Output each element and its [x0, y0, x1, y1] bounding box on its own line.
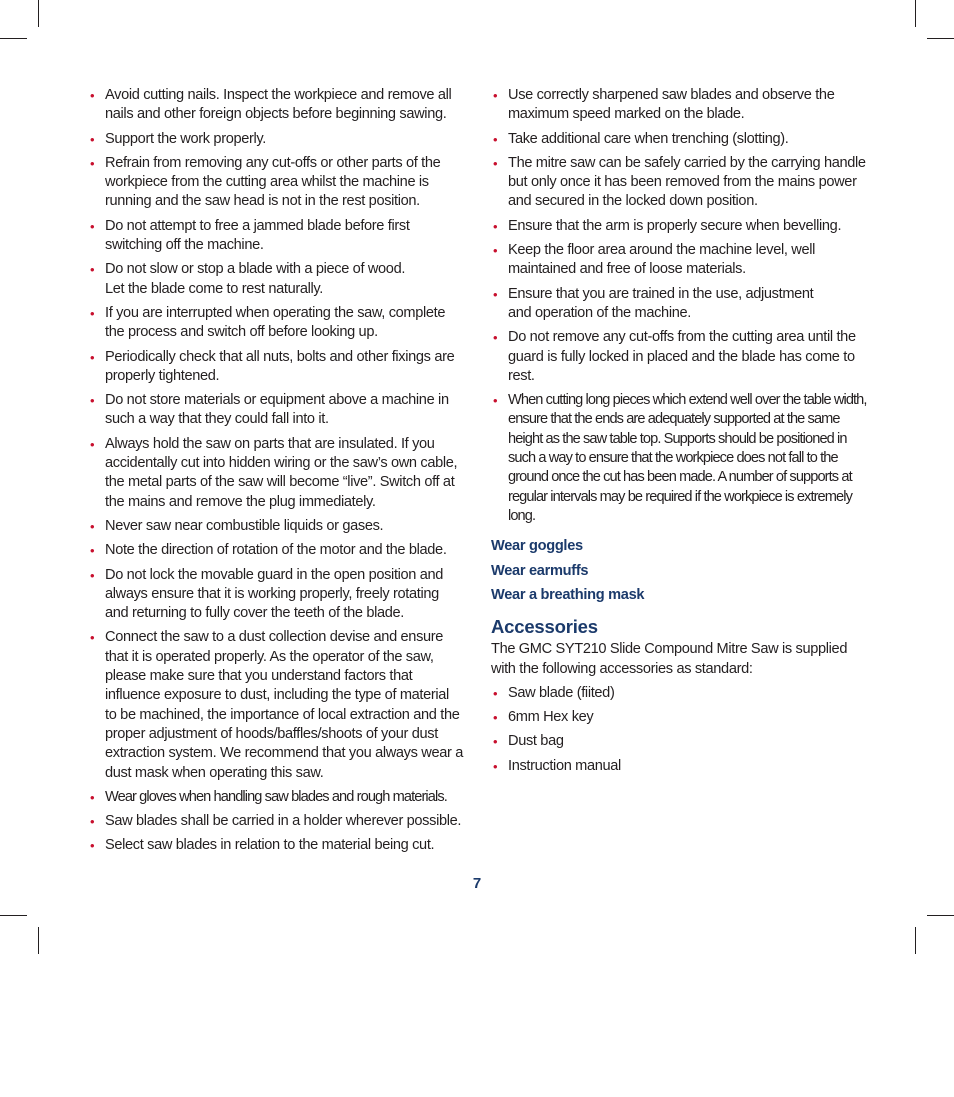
list-item-text: Avoid cutting nails. Inspect the workpiece and remove all nails and other foreign objects before beginning sawing. [105, 87, 452, 123]
bullet-icon: • [90, 155, 95, 171]
bullet-icon: • [90, 88, 95, 103]
list-item-text: Do not lock the movable guard in the open position and always ensure that it is working properly, freely rotating and returning to fully cover the teeth of the blade. [105, 566, 444, 622]
bullet-icon: • [493, 286, 498, 302]
list-item [491, 86, 867, 125]
bullet-icon: • [493, 131, 498, 147]
list-item-text: Note the direction of rotation of the motor and the blade. [105, 542, 447, 559]
list-item [88, 566, 464, 624]
list-item [491, 154, 867, 212]
list-item-text: The mitre saw can be safely carried by the carrying handle but only once it has been removed from the mains power and secured in the locked down position. [508, 154, 866, 210]
protective-equipment-warnings [491, 537, 867, 605]
list-item [491, 285, 867, 324]
bullet-icon: • [90, 630, 95, 646]
bullet-icon: • [493, 734, 498, 750]
crop-mark-bottom-right-vertical [915, 927, 916, 954]
bullet-icon: • [493, 685, 498, 701]
bullet-icon: • [90, 262, 95, 278]
list-item [88, 304, 464, 343]
list-item [88, 836, 464, 855]
bullet-icon: • [90, 814, 95, 830]
crop-mark-top-left-horizontal [0, 38, 27, 39]
list-item [491, 708, 867, 727]
list-item [491, 241, 867, 280]
safety-list-right [491, 86, 867, 526]
crop-mark-bottom-left-vertical [38, 927, 39, 954]
list-item [88, 86, 464, 125]
right-column [491, 86, 867, 781]
bullet-icon: • [493, 155, 498, 171]
list-item-text: Dust bag [508, 733, 564, 750]
crop-mark-bottom-right-horizontal [927, 915, 954, 916]
list-item-text: Never saw near combustible liquids or gases. [105, 517, 384, 534]
bullet-icon: • [90, 543, 95, 559]
list-item-text: Keep the floor area around the machine level, well maintained and free of loose materials. [508, 242, 816, 278]
warning-goggles: Wear goggles [491, 538, 583, 555]
list-item [88, 391, 464, 430]
list-item-text: Take additional care when trenching (slotting). [508, 130, 789, 147]
list-item-text: When cutting long pieces which extend well over the table width, ensure that the ends are adequately supported at the same height as the saw table top. Supports should be positioned in such a way to ensure that the workpiece does not fall to the ground once the cut has been made. A number of supports at regular intervals may be required if the workpiece is extremely long. [508, 392, 867, 524]
accessories-list [491, 684, 867, 776]
bullet-icon: • [90, 436, 95, 452]
bullet-icon: • [90, 518, 95, 534]
list-item-text: Select saw blades in relation to the material being cut. [105, 837, 435, 854]
list-item [88, 788, 464, 807]
list-item [491, 130, 867, 149]
list-item-text: Do not slow or stop a blade with a piece of wood. Let the blade come to rest naturally. [105, 261, 406, 297]
list-item [491, 217, 867, 236]
list-item-text: Connect the saw to a dust collection devise and ensure that it is operated properly. As the operator of the saw, please make sure that you understand factors that influence exposure to dust, including the type of material to be machined, the importance of local extraction and the proper adjustment of hoods/baffles/shoots of your dust extraction system. We recommend that you always wear a dust mask when operating this saw. [105, 629, 463, 781]
list-item [88, 435, 464, 512]
list-item-text: 6mm Hex key [508, 709, 594, 726]
bullet-icon: • [493, 88, 498, 103]
bullet-icon: • [90, 393, 95, 409]
bullet-icon: • [90, 218, 95, 234]
list-item [88, 217, 464, 256]
list-item-text: Use correctly sharpened saw blades and observe the maximum speed marked on the blade. [508, 87, 835, 123]
list-item-text: If you are interrupted when operating the saw, complete the process and switch off before looking up. [105, 304, 446, 341]
list-item [88, 541, 464, 560]
list-item [491, 732, 867, 751]
accessories-intro: The GMC SYT210 Slide Compound Mitre Saw is supplied with the following accessories as standard: [491, 641, 848, 677]
crop-mark-top-left-vertical [38, 0, 39, 27]
accessories-heading: Accessories [491, 616, 598, 638]
bullet-icon: • [90, 349, 95, 365]
list-item [491, 757, 867, 776]
warning-breathing-mask: Wear a breathing mask [491, 587, 645, 604]
list-item-text: Ensure that the arm is properly secure when bevelling. [508, 217, 842, 234]
list-item-text: Saw blade (fiited) [508, 684, 615, 701]
list-item-text: Wear gloves when handling saw blades and rough materials. [105, 788, 447, 805]
warning-earmuffs: Wear earmuffs [491, 562, 589, 579]
bullet-icon: • [90, 567, 95, 583]
list-item-text: Saw blades shall be carried in a holder wherever possible. [105, 813, 462, 830]
list-item [88, 812, 464, 831]
list-item [88, 348, 464, 387]
list-item-text: Always hold the saw on parts that are insulated. If you accidentally cut into hidden wiring or the saw’s own cable, the metal parts of the saw will become “live”. Switch off at the mains and remove the plug immediately. [105, 435, 458, 510]
bullet-icon: • [90, 305, 95, 321]
list-item [88, 517, 464, 536]
bullet-icon: • [493, 243, 498, 259]
bullet-icon: • [493, 218, 498, 234]
bullet-icon: • [493, 330, 498, 346]
list-item-text: Periodically check that all nuts, bolts and other fixings are properly tightened. [105, 348, 455, 384]
safety-list-left [88, 86, 464, 856]
list-item-text: Do not store materials or equipment above a machine in such a way that they could fall into it. [105, 392, 449, 428]
list-item-text: Do not attempt to free a jammed blade before first switching off the machine. [105, 217, 410, 254]
crop-mark-bottom-left-horizontal [0, 915, 27, 916]
list-item [88, 628, 464, 782]
bullet-icon: • [493, 710, 498, 726]
list-item [88, 260, 464, 299]
bullet-icon: • [90, 789, 94, 805]
page-number: 7 [472, 875, 482, 892]
list-item-text: Do not remove any cut-offs from the cutting area until the guard is fully locked in placed and the blade has come to rest. [508, 329, 856, 384]
list-item [88, 130, 464, 149]
left-column [88, 86, 464, 861]
list-item-text: Instruction manual [508, 757, 621, 774]
list-item-text: Ensure that you are trained in the use, adjustment and operation of the machine. [508, 285, 814, 321]
list-item [491, 328, 867, 386]
bullet-icon: • [493, 393, 497, 409]
list-item [491, 684, 867, 703]
bullet-icon: • [90, 838, 95, 854]
bullet-icon: • [493, 758, 498, 774]
list-item [491, 391, 867, 526]
crop-mark-top-right-vertical [915, 0, 916, 27]
crop-mark-top-right-horizontal [927, 38, 954, 39]
list-item-text: Refrain from removing any cut-offs or other parts of the workpiece from the cutting area whilst the machine is running and the saw head is not in the rest position. [105, 154, 441, 210]
list-item-text: Support the work properly. [105, 130, 266, 147]
bullet-icon: • [90, 131, 95, 147]
list-item [88, 154, 464, 212]
